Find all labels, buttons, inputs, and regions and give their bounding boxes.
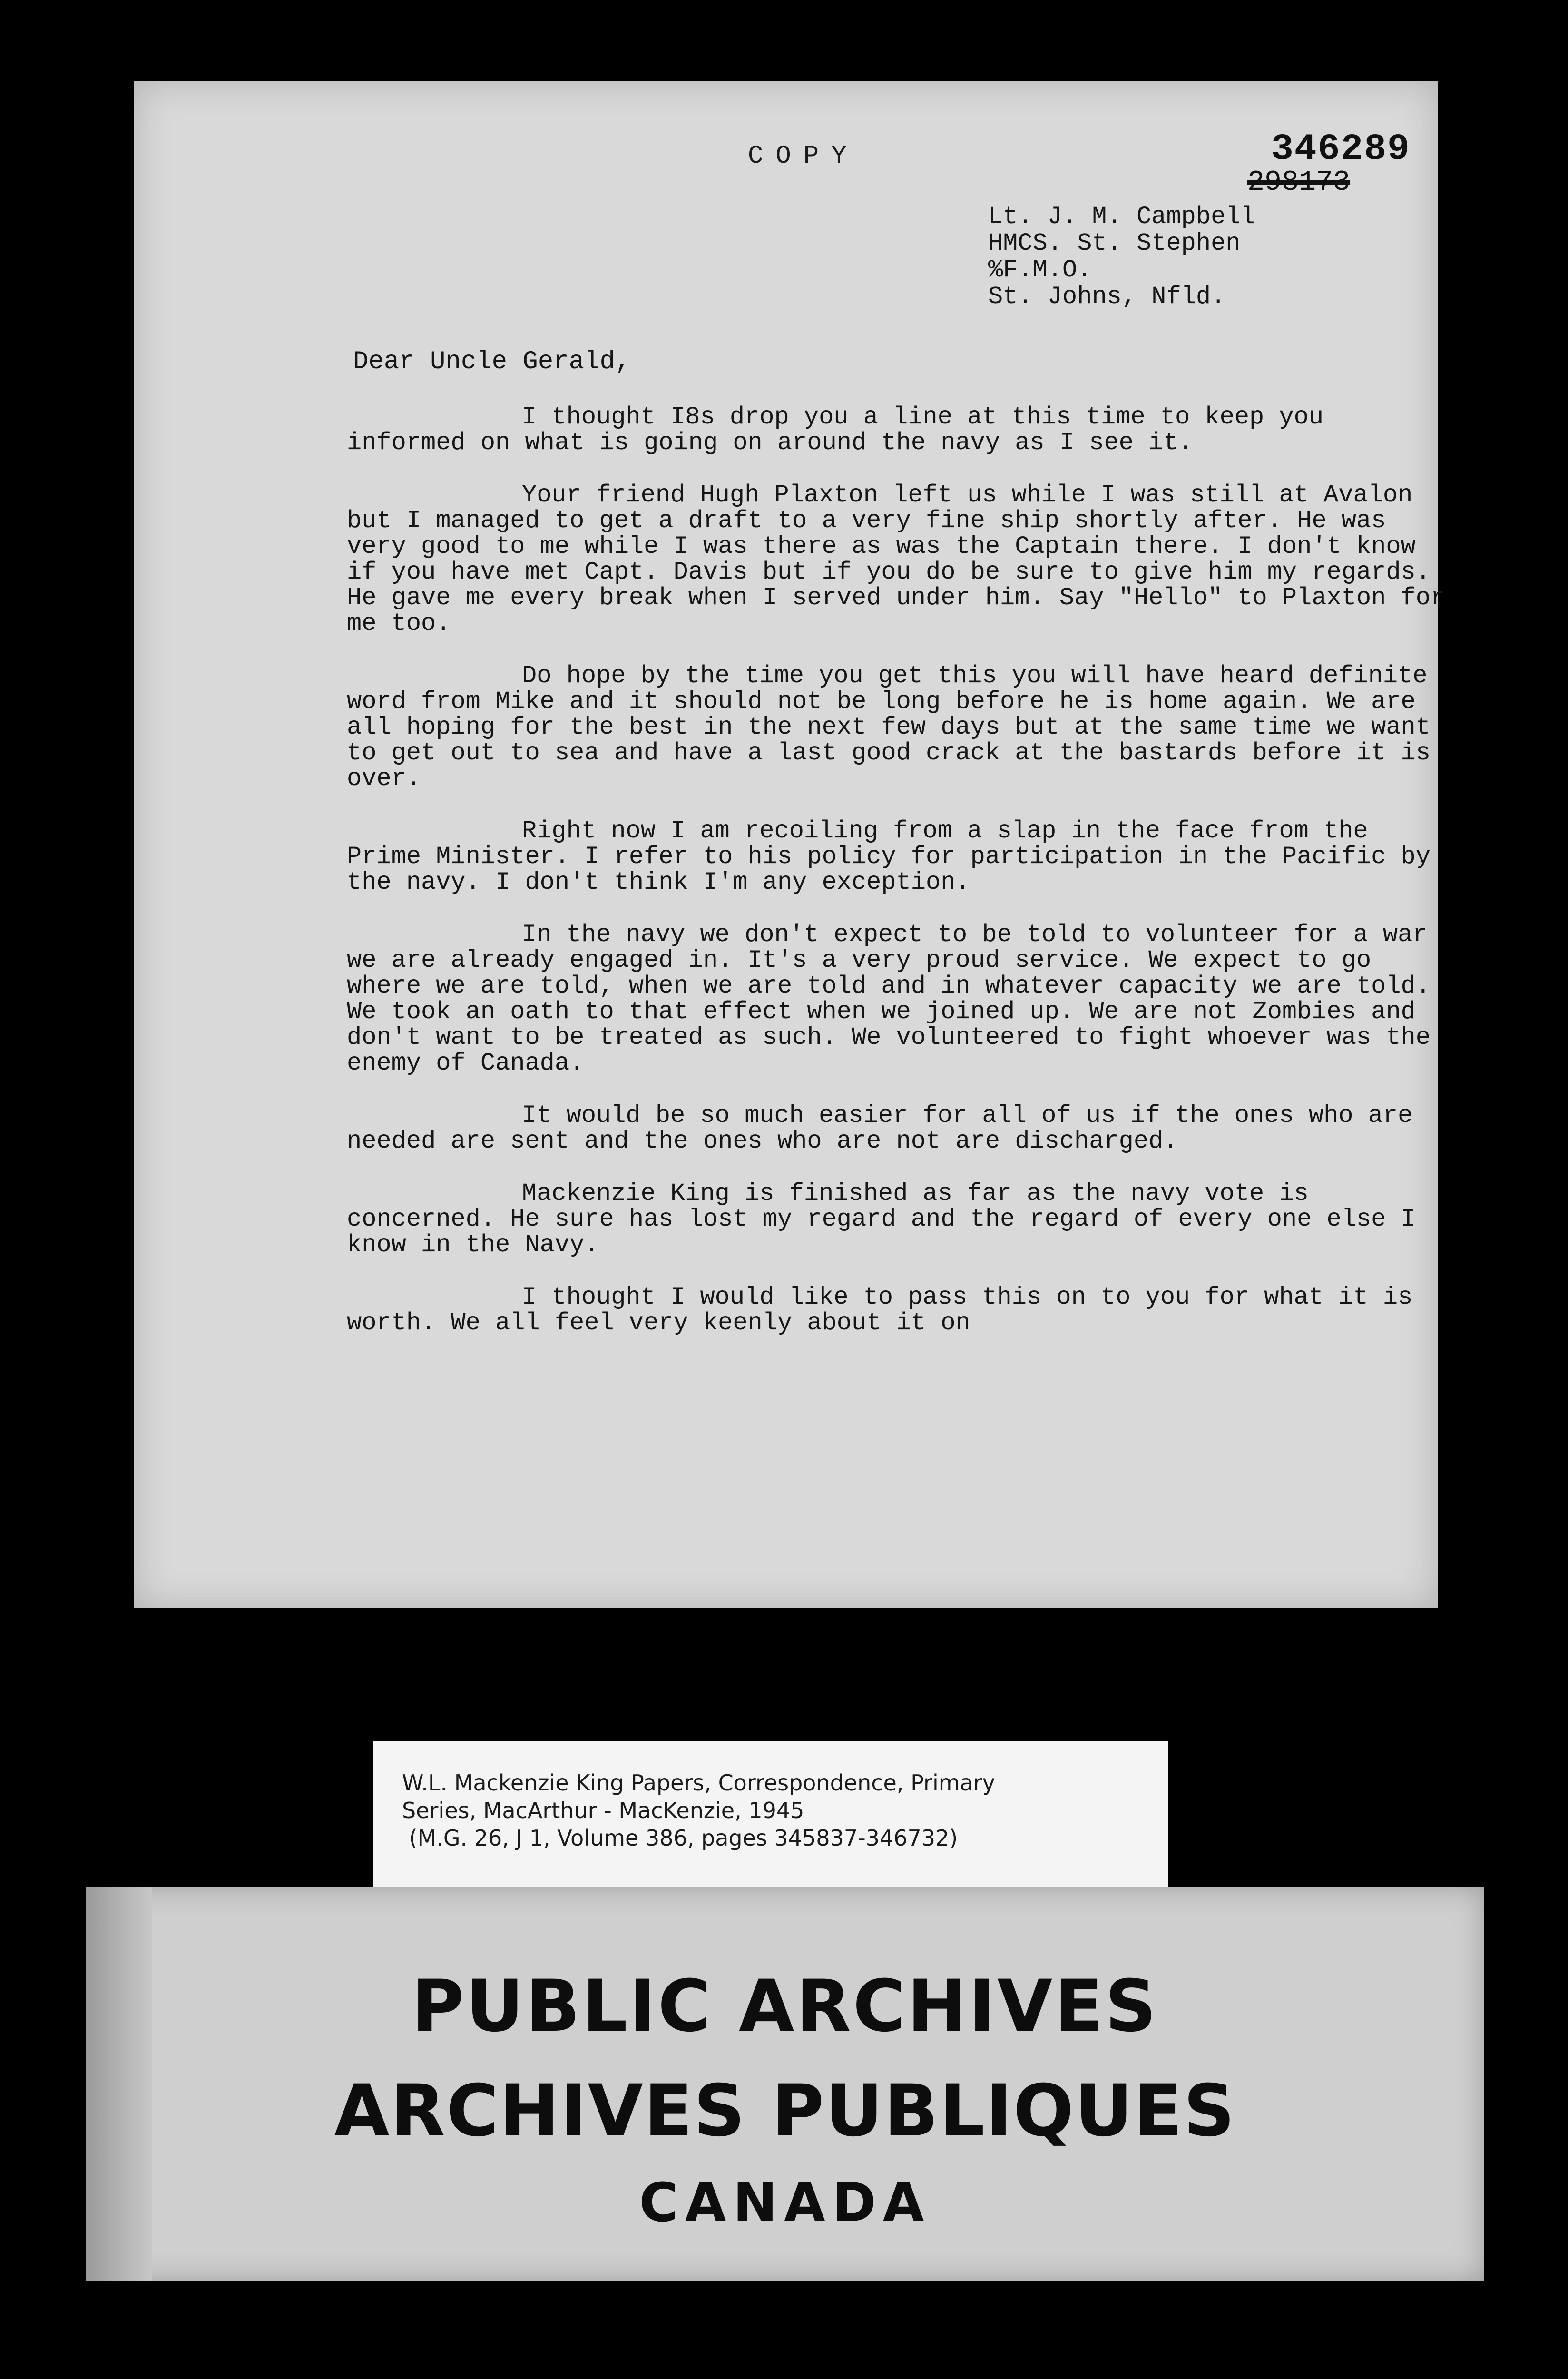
salutation: Dear Uncle Gerald, (353, 347, 631, 376)
reference-line: (M.G. 26, J 1, Volume 386, pages 345837-346732) (402, 1825, 958, 1851)
paragraph: Do hope by the time you get this you will have heard definite word from Mike and it should not be long before he is home again. We are all hoping for the best in the next few days but at the same time we want to get out to sea and have a last good crack at the bastards before it is over. (347, 662, 1431, 793)
stamp-line-french: ARCHIVES PUBLIQUES (334, 2070, 1236, 2153)
sender-address (988, 204, 1255, 310)
reference-line: Series, MacArthur - MacKenzie, 1945 (402, 1798, 804, 1823)
address-line: %F.M.O. (988, 256, 1092, 284)
address-line: Lt. J. M. Campbell (988, 203, 1255, 231)
address-line: St. Johns, Nfld. (988, 283, 1226, 311)
archives-stamp (86, 1887, 1484, 2281)
crossed-out-number: 298173 (1247, 167, 1351, 199)
address-line: HMCS. St. Stephen (988, 229, 1241, 257)
paragraph: Right now I am recoiling from a slap in the face from the Prime Minister. I refer to his policy for participation in the Pacific by the navy. I don't think I'm any exception. (347, 817, 1431, 896)
copy-mark: COPY (748, 142, 859, 171)
stamp-line-english: PUBLIC ARCHIVES (412, 1965, 1158, 2048)
stamp-line-country: CANADA (639, 2172, 931, 2234)
paragraph: I thought I8s drop you a line at this time to keep you informed on what is going on around the navy as I see it. (347, 403, 1324, 457)
paragraph: I thought I would like to pass this on to you for what it is worth. We all feel very keenly about it on (347, 1283, 1413, 1337)
paragraph: Mackenzie King is finished as far as the navy vote is concerned. He sure has lost my regard and the regard of every one else I know in the Navy. (347, 1180, 1416, 1259)
reference-label (373, 1741, 1168, 1894)
page-number: 346289 (1271, 128, 1411, 170)
paragraph: It would be so much easier for all of us if the ones who are needed are sent and the ones who are not are discharged. (347, 1101, 1413, 1155)
letter-body (347, 404, 1450, 1363)
typed-letter-page (134, 81, 1446, 1608)
paragraph: In the navy we don't expect to be told to volunteer for a war we are already engaged in. It's a very proud service. We expect to go where we are told, when we are told and in whatever capacity we are told. We took an oath to that effect when we joined up. We are not Zombies and don't want to be treated as such. We volunteered to fight whoever was the enemy of Canada. (347, 921, 1431, 1077)
paragraph: Your friend Hugh Plaxton left us while I was still at Avalon but I managed to get a draft to a very fine ship shortly after. He was very good to me while I was there as was the Captain there. I don't know if you have met Capt. Davis but if you do be sure to give him my regards. He gave me every break when I served under him. Say "Hello" to Plaxton for me too. (347, 481, 1446, 638)
reference-line: W.L. Mackenzie King Papers, Correspondence, Primary (402, 1770, 995, 1796)
